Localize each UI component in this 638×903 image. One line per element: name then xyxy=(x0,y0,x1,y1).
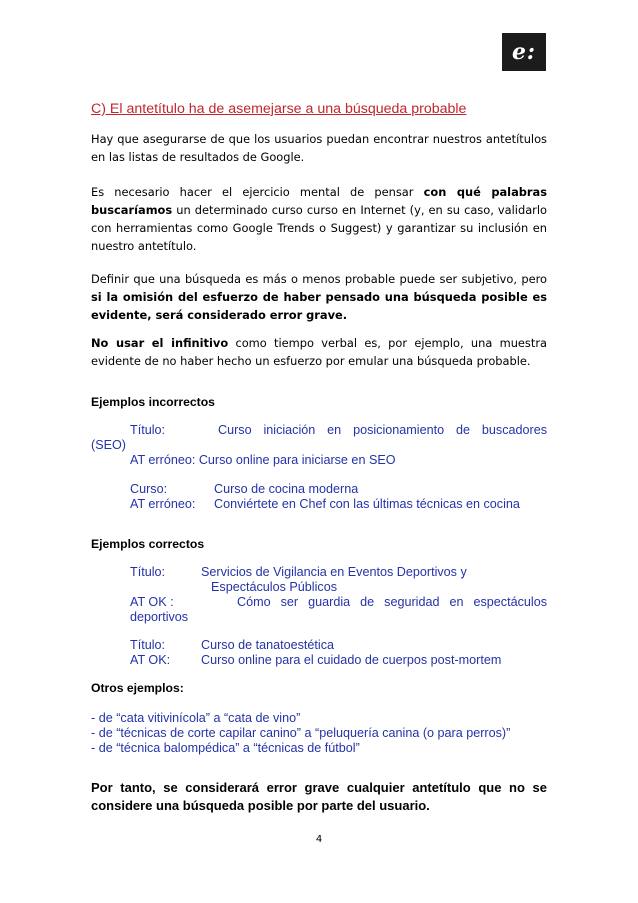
incorrect-examples-label: Ejemplos incorrectos xyxy=(91,395,215,409)
incorrect-title-value: Curso iniciación en posicionamiento de buscadores xyxy=(218,423,547,437)
list-item: - de “técnica balompédica” a “técnicas de fútbol” xyxy=(91,741,360,755)
correct-at2-label: AT OK: xyxy=(130,653,171,667)
incorrect-course-value: Curso de cocina moderna xyxy=(214,482,359,496)
logo: e: xyxy=(502,33,546,71)
correct-at-label: AT OK : xyxy=(130,595,174,609)
correct-title-value: Servicios de Vigilancia en Eventos Deportivos y xyxy=(201,565,467,579)
incorrect-title-label: Título: xyxy=(130,423,165,437)
correct-at-value: Cómo ser guardia de seguridad en espectáculos xyxy=(237,595,547,609)
paragraph-2: Es necesario hacer el ejercicio mental de pensar con qué palabras buscaríamos un determinado curso curso en Internet (y, en su caso, validarlo con herramientas como Google Trends o Suggest) y garantizar su inclusión en nuestro antetítulo. xyxy=(91,185,547,253)
other-examples-label: Otros ejemplos: xyxy=(91,681,184,695)
correct-title-label: Título: xyxy=(130,565,165,579)
list-item: - de “técnicas de corte capilar canino” a “peluquería canina (o para perros)” xyxy=(91,726,511,740)
paragraph-3: Definir que una búsqueda es más o menos probable puede ser subjetivo, pero si la omisión del esfuerzo de haber pensado una búsqueda posible es evidente, será considerado error grave. xyxy=(91,272,547,322)
list-item: - de “cata vitivinícola” a “cata de vino” xyxy=(91,711,301,725)
correct-title-continuation: Espectáculos Públicos xyxy=(211,580,338,594)
correct-examples-label: Ejemplos correctos xyxy=(91,537,205,551)
incorrect-at-value: Conviértete en Chef con las últimas técnicas en cocina xyxy=(214,497,520,511)
correct-at-continuation: deportivos xyxy=(130,610,189,624)
correct-title2-label: Título: xyxy=(130,638,165,652)
paragraph-4: No usar el infinitivo como tiempo verbal es, por ejemplo, una muestra evidente de no haber hecho un esfuerzo por emular una búsqueda probable. xyxy=(91,336,547,368)
correct-title2-value: Curso de tanatoestética xyxy=(201,638,335,652)
incorrect-at-label: AT erróneo: xyxy=(130,497,196,511)
page-number: 4 xyxy=(315,834,323,845)
section-heading: C) El antetítulo ha de asemejarse a una búsqueda probable xyxy=(91,101,467,117)
incorrect-course-label: Curso: xyxy=(130,482,168,496)
incorrect-at-line: AT erróneo: Curso online para iniciarse en SEO xyxy=(130,453,396,467)
paragraph-1: Hay que asegurarse de que los usuarios puedan encontrar nuestros antetítulos en las listas de resultados de Google. xyxy=(91,132,547,164)
incorrect-title-continuation: (SEO) xyxy=(91,438,126,452)
conclusion: Por tanto, se considerará error grave cualquier antetítulo que no se considere una búsqueda posible por parte del usuario. xyxy=(91,780,547,813)
correct-at2-value: Curso online para el cuidado de cuerpos post-mortem xyxy=(201,653,502,667)
